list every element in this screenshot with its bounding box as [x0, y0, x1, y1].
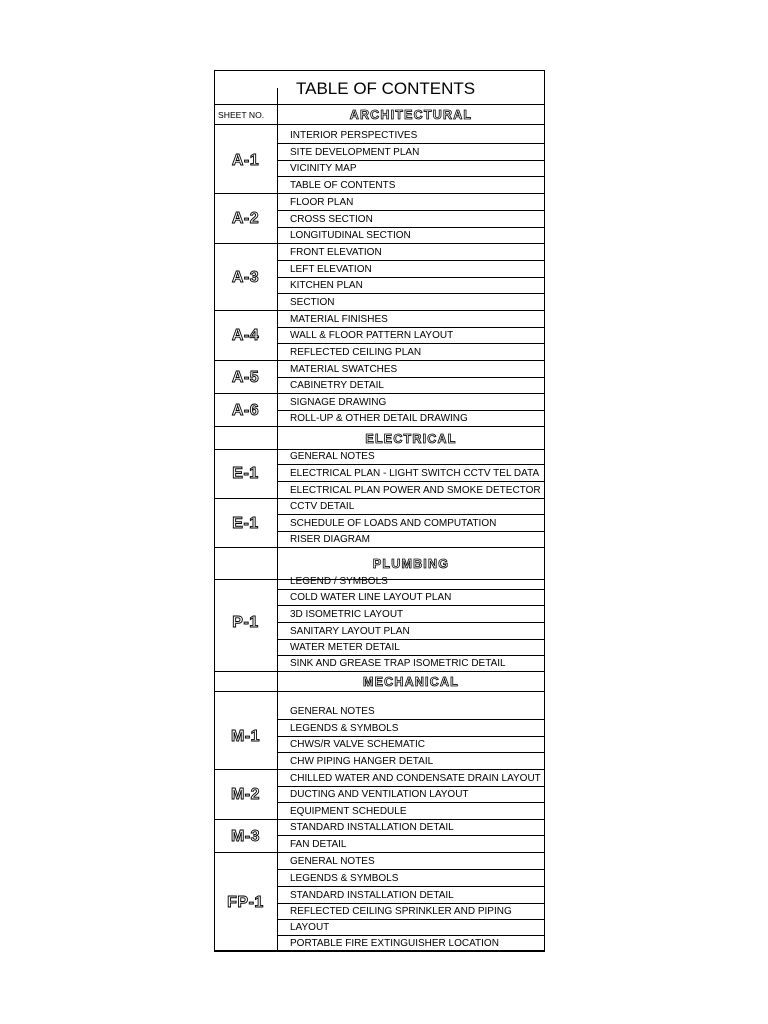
row-divider: [277, 919, 545, 920]
row-divider: [277, 639, 545, 640]
sheet-number: A-4: [231, 327, 260, 344]
list-item: LEGEND / SYMBOLS: [290, 575, 388, 587]
section-title: ELECTRICAL: [365, 431, 457, 446]
row-divider: [277, 227, 545, 228]
list-item: DUCTING AND VENTILATION LAYOUT: [290, 789, 469, 800]
row-divider: [277, 464, 545, 465]
list-item: INTERIOR PERSPECTIVES: [290, 129, 418, 141]
list-item: TABLE OF CONTENTS: [290, 179, 396, 191]
list-item: WALL & FLOOR PATTERN LAYOUT: [290, 330, 454, 341]
list-item: CABINETRY DETAIL: [290, 380, 384, 391]
list-item: LEGENDS & SYMBOLS: [290, 872, 399, 884]
group-divider: [214, 769, 545, 770]
row-divider: [277, 622, 545, 623]
list-item: MATERIAL SWATCHES: [290, 363, 398, 375]
list-item: REFLECTED CEILING PLAN: [290, 346, 422, 358]
list-item: ROLL-UP & OTHER DETAIL DRAWING: [290, 413, 468, 424]
group-divider: [214, 547, 545, 548]
group-divider: [214, 243, 545, 244]
row-divider: [277, 802, 545, 803]
row-divider: [277, 160, 545, 161]
row-divider: [277, 343, 545, 344]
row-divider: [277, 886, 545, 887]
list-item: EQUIPMENT SCHEDULE: [290, 805, 407, 817]
list-item: PORTABLE FIRE EXTINGUISHER LOCATION: [290, 938, 499, 949]
sheet-number: M-3: [230, 827, 261, 845]
list-item: FRONT ELEVATION: [290, 246, 382, 258]
list-item: SINK AND GREASE TRAP ISOMETRIC DETAIL: [290, 658, 506, 669]
column-divider: [277, 88, 278, 951]
border-top: [214, 70, 545, 71]
section-divider: [214, 124, 545, 125]
list-item: CCTV DETAIL: [290, 501, 355, 512]
group-divider: [214, 498, 545, 499]
group-divider: [214, 852, 545, 853]
row-divider: [277, 786, 545, 787]
list-item: CHILLED WATER AND CONDENSATE DRAIN LAYOUT: [290, 772, 541, 784]
row-divider: [277, 736, 545, 737]
row-divider: [277, 410, 545, 411]
row-divider: [277, 752, 545, 753]
sheet-number: A-2: [231, 210, 260, 227]
group-divider: [214, 426, 545, 427]
list-item: RISER DIAGRAM: [290, 534, 371, 545]
row-divider: [277, 260, 545, 261]
sheet-number: E-1: [232, 514, 259, 532]
title-divider: [214, 104, 545, 105]
list-item: SCHEDULE OF LOADS AND COMPUTATION: [290, 517, 497, 529]
list-item: KITCHEN PLAN: [290, 280, 363, 291]
list-item: CHW PIPING HANGER DETAIL: [290, 755, 434, 767]
list-item: WATER METER DETAIL: [290, 642, 400, 653]
list-item: CHWS/R VALVE SCHEMATIC: [290, 739, 426, 750]
section-divider: [214, 449, 545, 450]
sheet-number: M-2: [230, 786, 261, 803]
section-title: PLUMBING: [372, 557, 450, 571]
list-item: GENERAL NOTES: [290, 855, 375, 867]
list-item: LONGITUDINAL SECTION: [290, 230, 411, 241]
list-item: ELECTRICAL PLAN - LIGHT SWITCH CCTV TEL DATA: [290, 467, 540, 479]
sheet-number: E-1: [232, 465, 259, 482]
sheet-number: P-1: [232, 613, 259, 631]
row-divider: [277, 589, 545, 590]
section-title: MECHANICAL: [362, 675, 460, 689]
list-item: CROSS SECTION: [290, 213, 373, 225]
row-divider: [277, 903, 545, 904]
list-item: FAN DETAIL: [290, 838, 347, 850]
row-divider: [277, 935, 545, 936]
page-title: TABLE OF CONTENTS: [296, 79, 476, 98]
list-item: STANDARD INSTALLATION DETAIL: [290, 889, 454, 901]
row-divider: [277, 210, 545, 211]
row-divider: [277, 293, 545, 294]
row-divider: [277, 143, 545, 144]
group-divider: [214, 671, 545, 672]
row-divider: [277, 377, 545, 378]
row-divider: [277, 514, 545, 515]
group-divider: [214, 951, 545, 952]
list-item: COLD WATER LINE LAYOUT PLAN: [290, 592, 452, 603]
list-item: SITE DEVELOPMENT PLAN: [290, 146, 420, 158]
list-item: FLOOR PLAN: [290, 196, 354, 208]
group-divider: [214, 310, 545, 311]
row-divider: [277, 277, 545, 278]
row-divider: [277, 835, 545, 836]
sheet-number: FP-1: [227, 893, 264, 911]
section-title: ARCHITECTURAL: [349, 108, 473, 122]
sheet-number: M-1: [230, 728, 261, 745]
row-divider: [277, 176, 545, 177]
group-divider: [214, 193, 545, 194]
group-divider: [214, 819, 545, 820]
list-item: ELECTRICAL PLAN POWER AND SMOKE DETECTOR: [290, 484, 541, 496]
row-divider: [277, 327, 545, 328]
group-divider: [214, 393, 545, 394]
section-divider: [214, 691, 545, 692]
sheet-number: A-5: [231, 368, 260, 386]
table-of-contents: [214, 70, 545, 951]
group-divider: [214, 360, 545, 361]
list-item: SANITARY LAYOUT PLAN: [290, 625, 410, 637]
list-item: 3D ISOMETRIC LAYOUT: [290, 608, 404, 620]
sheet-no-header: SHEET NO.: [218, 110, 265, 120]
row-divider: [277, 869, 545, 870]
list-item: SIGNAGE DRAWING: [290, 396, 387, 408]
sheet-number: A-1: [231, 151, 260, 169]
list-item: LAYOUT: [290, 922, 330, 933]
row-divider: [277, 481, 545, 482]
list-item: STANDARD INSTALLATION DETAIL: [290, 822, 454, 833]
list-item: GENERAL NOTES: [290, 706, 375, 717]
list-item: VICINITY MAP: [290, 163, 357, 174]
list-item: LEFT ELEVATION: [290, 263, 372, 275]
row-divider: [277, 719, 545, 720]
list-item: REFLECTED CEILING SPRINKLER AND PIPING: [290, 906, 512, 917]
list-item: MATERIAL FINISHES: [290, 313, 388, 325]
row-divider: [277, 531, 545, 532]
list-item: LEGENDS & SYMBOLS: [290, 722, 399, 734]
row-divider: [277, 605, 545, 606]
list-item: SECTION: [290, 296, 335, 308]
row-divider: [277, 655, 545, 656]
list-item: GENERAL NOTES: [290, 451, 375, 462]
sheet-number: A-3: [231, 268, 260, 286]
sheet-number: A-6: [231, 401, 260, 419]
